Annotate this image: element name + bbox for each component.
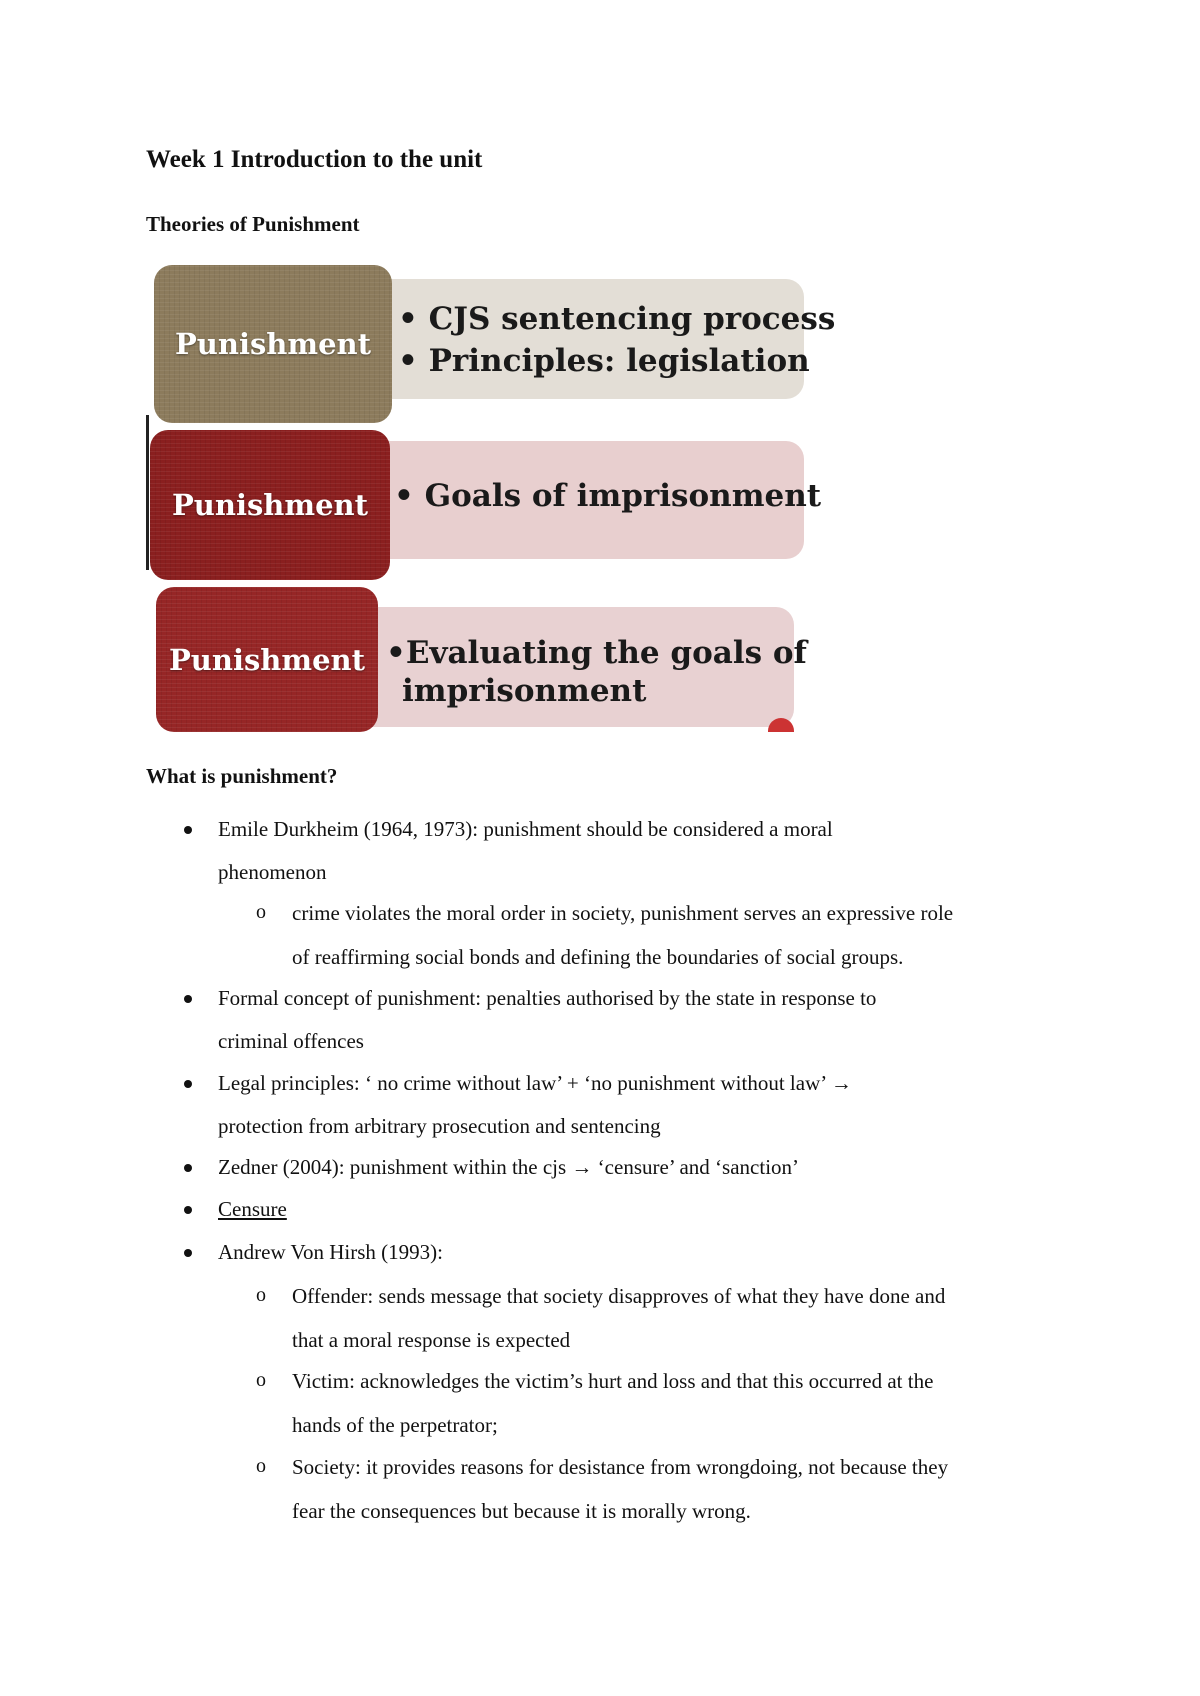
sub-bullet-marker: o [256,1455,266,1477]
diagram-row3-bullet1: •Evaluating the goals of [386,635,807,671]
sub-list-item-text: Victim: acknowledges the victim’s hurt and loss and that this occurred at the [292,1369,934,1393]
diagram-row2-bullet1: • Goals of imprisonment [394,478,822,514]
page-subtitle: Theories of Punishment [146,212,360,236]
diagram-row1-bullet2: • Principles: legislation [398,343,810,379]
list-item-text: Legal principles: ‘ no crime without law’ + ‘no punishment without law’ → [218,1071,852,1095]
bullet-disc [184,1249,192,1257]
punishment-diagram [146,265,836,732]
diagram-edge [146,415,149,570]
sub-bullet-marker: o [256,901,266,923]
list-item-text: Andrew Von Hirsh (1993): [218,1240,443,1264]
bullet-disc [184,826,192,834]
diagram-row3-bullet2: imprisonment [402,673,647,709]
diagram-row1-bullet1: • CJS sentencing process [398,301,836,337]
bullet-disc [184,995,192,1003]
section-heading: What is punishment? [146,764,338,788]
list-item-text: Formal concept of punishment: penalties authorised by the state in response to [218,986,877,1010]
bullet-disc [184,1080,192,1088]
diagram-tile-2: Punishment [150,430,390,580]
sub-list-item-text: Offender: sends message that society disapproves of what they have done and [292,1284,946,1308]
list-item-text: protection from arbitrary prosecution and sentencing [218,1114,661,1138]
sub-list-item-text: hands of the perpetrator; [292,1413,498,1437]
list-item-text: Emile Durkheim (1964, 1973): punishment should be considered a moral [218,817,833,841]
diagram-tile-1: Punishment [154,265,392,423]
sub-bullet-marker: o [256,1369,266,1391]
diagram-band-1 [364,279,804,399]
list-item-text: phenomenon [218,860,327,884]
list-item-text: criminal offences [218,1029,364,1053]
sub-list-item-text: Society: it provides reasons for desistance from wrongdoing, not because they [292,1455,949,1479]
bullet-disc [184,1164,192,1172]
sub-list-item-text: fear the consequences but because it is morally wrong. [292,1499,751,1523]
sub-list-item-text: that a moral response is expected [292,1328,571,1352]
list-item-text: Zedner (2004): punishment within the cjs → ‘censure’ and ‘sanction’ [218,1155,800,1179]
bullet-disc [184,1206,192,1214]
sub-bullet-marker: o [256,1284,266,1306]
diagram-tile-3: Punishment [156,587,378,732]
sub-list-item-text: of reaffirming social bonds and defining the boundaries of social groups. [292,945,904,969]
page-title: Week 1 Introduction to the unit [146,146,483,173]
sub-list-item-text: crime violates the moral order in society, punishment serves an expressive role [292,901,954,925]
censure-link[interactable]: Censure [218,1197,287,1221]
